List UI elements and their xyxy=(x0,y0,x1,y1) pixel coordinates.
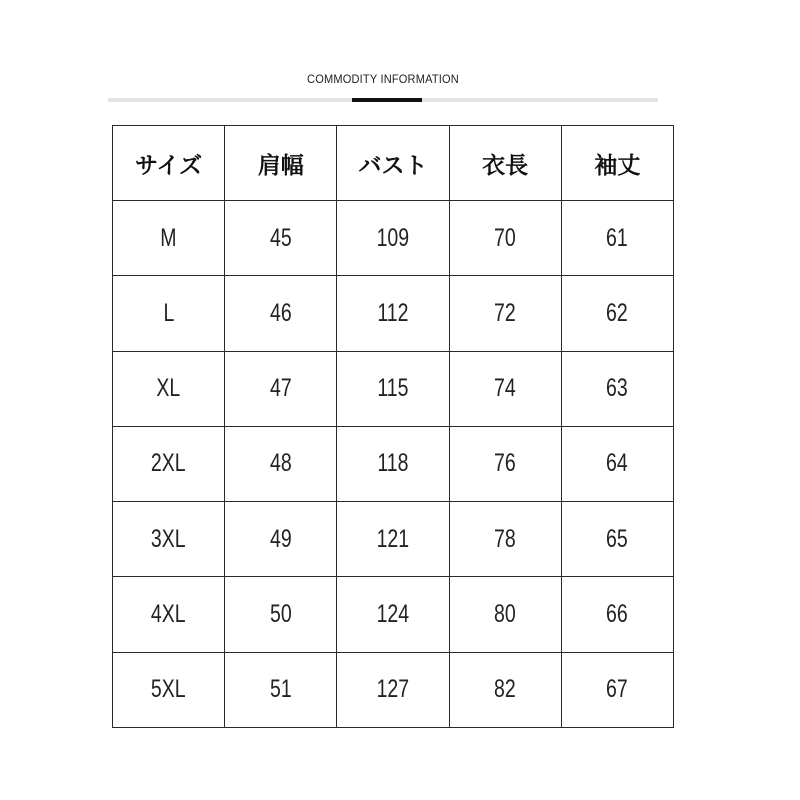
table-row xyxy=(113,276,674,351)
table-cell-size: M xyxy=(113,201,225,276)
table-cell-shoulder-width: 48 xyxy=(225,426,337,501)
column-header-sleeve-length: 袖丈 xyxy=(561,126,673,201)
table-cell-length: 74 xyxy=(449,351,561,426)
table-cell-size: 4XL xyxy=(113,577,225,652)
column-header-length: 衣長 xyxy=(449,126,561,201)
title-divider-accent xyxy=(352,98,422,102)
table-cell-sleeve-length: 65 xyxy=(561,502,673,577)
table-cell-sleeve-length: 64 xyxy=(561,426,673,501)
table-row xyxy=(113,577,674,652)
table-cell-shoulder-width: 47 xyxy=(225,351,337,426)
table-row xyxy=(113,426,674,501)
page-title: COMMODITY INFORMATION xyxy=(307,72,459,86)
table-cell-bust: 118 xyxy=(337,426,449,501)
table-cell-length: 82 xyxy=(449,652,561,727)
column-header-shoulder-width: 肩幅 xyxy=(225,126,337,201)
table-row xyxy=(113,502,674,577)
table-cell-length: 70 xyxy=(449,201,561,276)
column-header-size: サイズ xyxy=(113,126,225,201)
table-cell-size: 5XL xyxy=(113,652,225,727)
column-header-bust: バスト xyxy=(337,126,449,201)
table-cell-length: 80 xyxy=(449,577,561,652)
table-cell-size: L xyxy=(113,276,225,351)
table-cell-shoulder-width: 50 xyxy=(225,577,337,652)
table-cell-length: 72 xyxy=(449,276,561,351)
table-cell-shoulder-width: 45 xyxy=(225,201,337,276)
table-row xyxy=(113,351,674,426)
table-cell-sleeve-length: 63 xyxy=(561,351,673,426)
table-cell-bust: 115 xyxy=(337,351,449,426)
table-cell-shoulder-width: 46 xyxy=(225,276,337,351)
table-cell-length: 78 xyxy=(449,502,561,577)
table-cell-bust: 109 xyxy=(337,201,449,276)
table-cell-shoulder-width: 49 xyxy=(225,502,337,577)
table-cell-bust: 112 xyxy=(337,276,449,351)
table-cell-sleeve-length: 61 xyxy=(561,201,673,276)
table-header-row xyxy=(113,126,674,201)
table-cell-size: XL xyxy=(113,351,225,426)
table-cell-sleeve-length: 62 xyxy=(561,276,673,351)
size-chart-table xyxy=(112,125,674,728)
table-cell-shoulder-width: 51 xyxy=(225,652,337,727)
table-cell-length: 76 xyxy=(449,426,561,501)
table-cell-bust: 121 xyxy=(337,502,449,577)
table-cell-size: 3XL xyxy=(113,502,225,577)
table-cell-size: 2XL xyxy=(113,426,225,501)
table-cell-bust: 124 xyxy=(337,577,449,652)
table-cell-bust: 127 xyxy=(337,652,449,727)
table-row xyxy=(113,201,674,276)
table-row xyxy=(113,652,674,727)
table-cell-sleeve-length: 66 xyxy=(561,577,673,652)
table-cell-sleeve-length: 67 xyxy=(561,652,673,727)
